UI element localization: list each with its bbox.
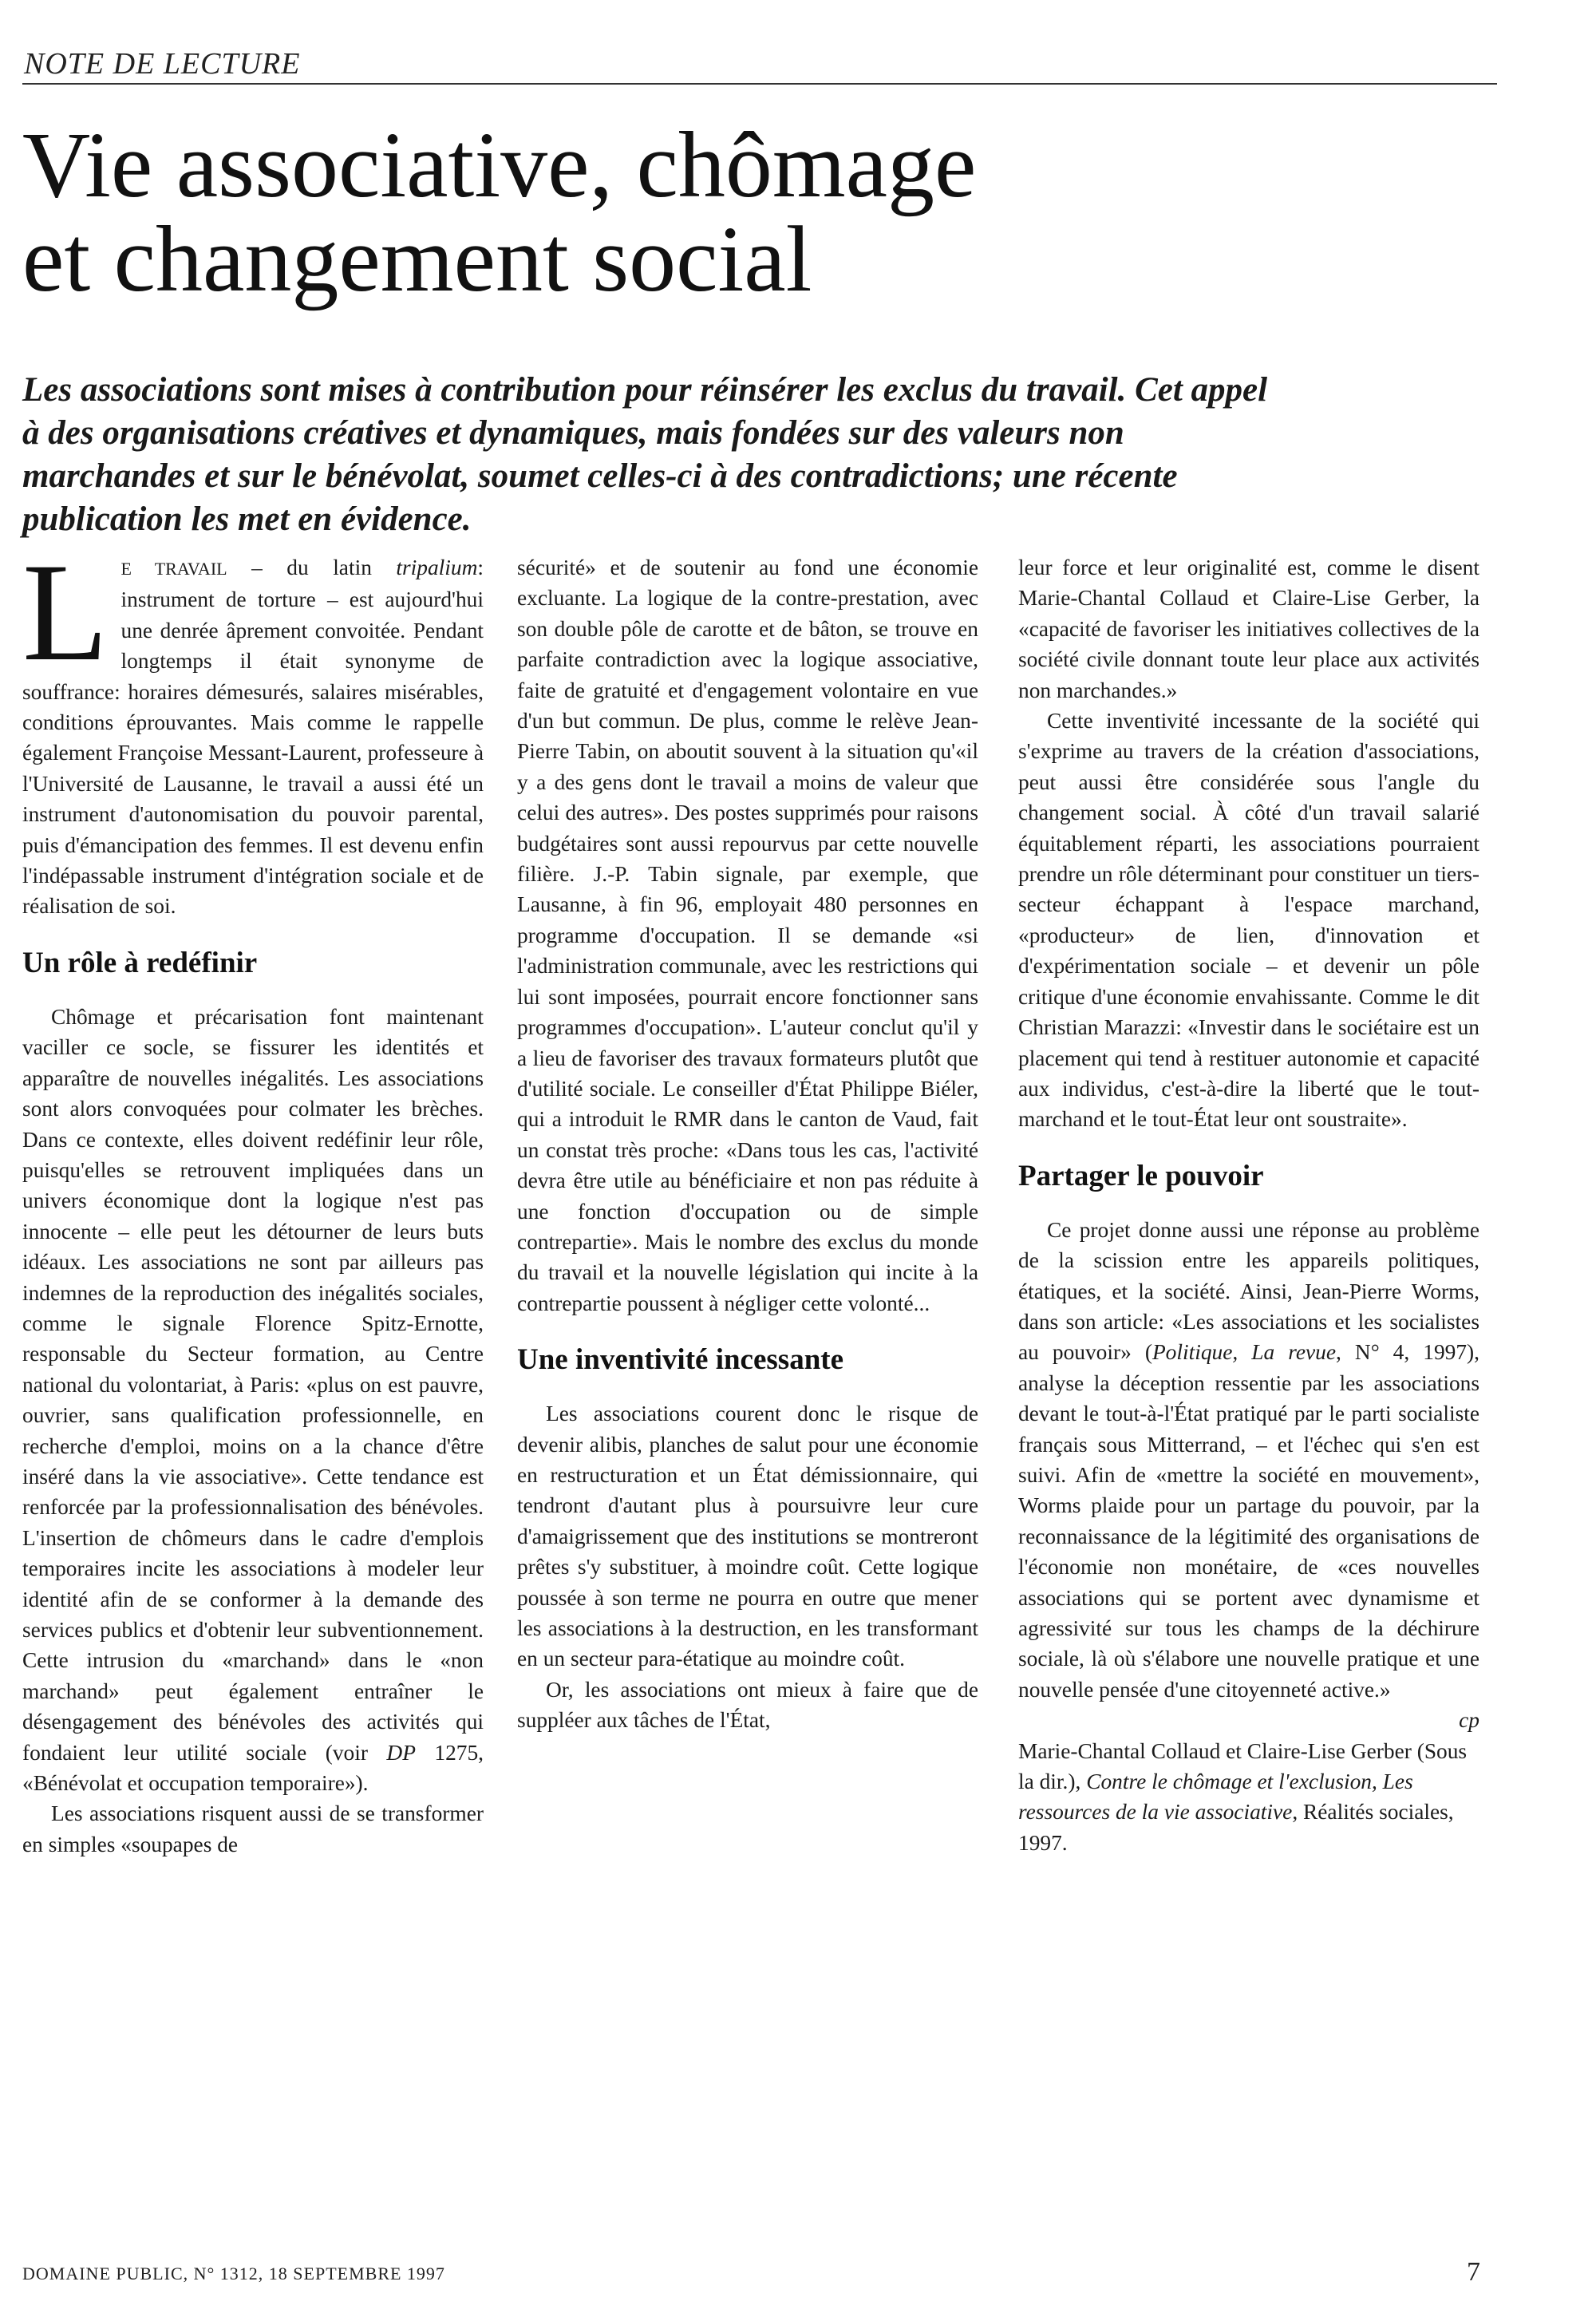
title-line-1: Vie associative, chômage — [22, 113, 977, 217]
p2-italic: DP — [386, 1740, 416, 1765]
subheading-inventivity: Une inventivité incessante — [517, 1343, 844, 1377]
page — [22, 0, 1497, 2321]
paragraph-3-cont — [517, 552, 978, 1319]
footer-publication: DOMAINE PUBLIC, N° 1312, 18 SEPTEMBRE 1997 — [22, 2264, 445, 2283]
article-lead: Les associations sont mises à contribution pour réinsérer les exclus du travail. Cet appel à des organisations créatives et dynamiques, mais fondées sur des valeurs non marchandes et sur le bénévolat, soumet celles-ci à des contradictions; une récente publication les met en évidence. — [22, 371, 1268, 538]
lead-text-b: : instrument de torture – est aujourd'hui une denrée âprement convoitée. Pendant longtemps il était synonyme de souffrance: horaires démesurés, salaires misérables, conditions éprouvantes. Mais comme le rappelle également Françoise Messant-Laurent, professeure à l'Université de Lausanne, le travail a aussi été un instrument d'autonomisation du pouvoir parental, puis d'émancipation des femmes. Il est devenu enfin l'indépassable instrument d'intégration sociale et de réalisation de soi. — [22, 556, 484, 919]
article-title — [22, 113, 1379, 311]
title-line-2: et changement social — [22, 207, 812, 311]
p7-italic: Politique, La revue — [1152, 1340, 1337, 1365]
paragraph-7 — [1018, 1215, 1479, 1706]
p7-text-a: Ce projet donne aussi une réponse au problème de la scission entre les appareils politiques, étatiques, et la société. Ainsi, Jean-Pierre Worms, dans son article: «Les associations et les socialistes au pouvoir» ( — [1018, 1217, 1479, 1365]
ref-text-a: Marie-Chantal Collaud et Claire-Lise Gerber (Sous la dir.), — [1018, 1738, 1468, 1794]
ref-text-b: , Réalités sociales, 1997. — [1018, 1800, 1454, 1855]
header-rule — [22, 83, 1497, 85]
column-2 — [517, 552, 978, 2212]
ref-italic: Contre le chômage et l'exclusion, Les ressources de la vie associative — [1018, 1769, 1413, 1825]
paragraph-5-cont: leur force et leur originalité est, comme le disent Marie-Chantal Collaud et Claire-Lise Gerber, la «capacité de favoriser les initiatives collectives de la société civile donnant toute leur place aux activités non marchandes.» — [1018, 556, 1479, 702]
p7-text-b: , N° 4, 1997), analyse la déception ressentie par les associations devant le tout-à-l'État pratiqué par le parti socialiste français sous Mitterrand, – et l'échec qui s'en est suivi. Afin de «mettre la société en mouvement», Worms plaide pour un partage du pouvoir, par la reconnaissance de la légitimité des organisations de l'économie non monétaire, de «ces nouvelles associations qui se portent avec dynamisme et agressivité sur tous les champs de la déchirure sociale, là où s'élabore une nouvelle pratique et une nouvelle pensée d'une citoyenneté active.» — [1018, 1340, 1480, 1702]
subheading-power: Partager le pouvoir — [1018, 1159, 1264, 1192]
section-kicker: NOTE DE LECTURE — [24, 47, 301, 81]
paragraph-5: Or, les associations ont mieux à faire que de suppléer aux tâches de l'État, — [517, 1677, 978, 1733]
p2-text-b: 1275, «Bénévolat et occupation temporaire»). — [22, 1740, 484, 1796]
subheading-role: Un rôle à redéfinir — [22, 946, 258, 979]
p3-text: Les associations risquent aussi de se transformer en simples «soupapes de — [22, 1801, 484, 1856]
page-number: 7 — [1467, 2257, 1480, 2287]
paragraph-6: Cette inventivité incessante de la société qui s'exprime au travers de la création d'associations, peut aussi être considérée sous l'angle du changement social. À côté d'un travail salarié équitablement réparti, les associations pourraient prendre un rôle déterminant pour constituer un tiers-secteur échappant à l'espace marchand, «producteur» de lien, d'innovation et d'expérimentation sociale – et devenir un pôle critique d'une économie envahissante. Comme le dit Christian Marazzi: «Investir dans le sociétaire est un placement qui tend à restituer autonomie et capacité aux individus, c'est-à-dire la liberté que le tout-marchand et le tout-État leur ont soustraite». — [1018, 709, 1479, 1132]
book-reference — [1018, 1736, 1479, 1859]
paragraph-2 — [22, 1002, 484, 1799]
lead-italic: tripalium — [396, 556, 478, 579]
paragraph-intro — [22, 535, 484, 922]
column-3 — [1018, 552, 1479, 2212]
paragraph-3-start — [22, 1798, 484, 1860]
p2-text-a: Chômage et précarisation font maintenant vaciller ce socle, se fissurer les identités et apparaître de nouvelles inégalités. Les associations sont alors convoquées pour colmater les brèches. Dans ce contexte, elles doivent redéfinir leur rôle, puisqu'elles se retrouvent impliquées dans un univers économique dont la logique n'est pas innocente – elle peut les détourner de leurs buts idéaux. Les associations ne sont par ailleurs pas indemnes de la reproduction des inégalités sociales, comme le signale Florence Spitz-Ernotte, responsable du Secteur formation, au Centre national du volontariat, à Paris: «plus on est pauvre, ouvrier, sans qualification professionnelle, en recherche d'emploi, moins on a la chance d'être inséré dans la vie associative». Cette tendance est renforcée par la professionnalisation des bénévoles. L'insertion de chômeurs dans le cadre d'emplois temporaires incite les associations à modeler leur identité afin de se conformer à la demande des services publics et d'obtenir leur subventionnement. Cette intrusion du «marchand» dans le «non marchand» peut également entraîner le désengagement des bénévoles des activités qui fondaient leur utilité sociale (voir — [22, 1004, 484, 1765]
drop-cap: L — [22, 535, 109, 690]
paragraph-4: Les associations courent donc le risque de devenir alibis, planches de salut pour une économie en restructuration et un État démissionnaire, qui tendront d'autant plus à poursuivre leur cure d'amaigrissement que des institutions se montreront prêtes s'y substituer, à moindre coût. Cette logique poussée à son terme ne pourra en outre que mener les associations à la destruction, en les transformant en un secteur para-étatique au moindre coût. — [517, 1402, 978, 1671]
p3-text-cont: sécurité» et de soutenir au fond une économie excluante. La logique de la contre-prestation, avec son double pôle de carotte et de bâton, se trouve en parfaite contradiction avec la logique associative, faite de gratuité et d'engagement volontaire en vue d'un but commun. De plus, comme le relève Jean-Pierre Tabin, on aboutit souvent à la situation qu'«il y a des gens dont le travail a moins de valeur que celui des autres». Des postes supprimés pour raisons budgétaires sont aussi repourvus par cette nouvelle filière. J.-P. Tabin signale, par exemple, que Lausanne, à fin 96, employait 480 personnes en programme d'occupation. Il se demande «si l'administration communale, avec les restrictions qui lui sont imposées, pourrait encore fonctionner sans programmes d'occupation». L'auteur conclut qu'il y a lieu de favoriser des travaux formateurs plutôt que d'utilité sociale. Le conseiller d'État Philippe Biéler, qui a introduit le RMR dans le canton de Vaud, fait un constat très proche: «Dans tous les cas, l'activité devra être utile au bénéficiaire et non pas réduite à une fonction d'occupation ou de simple contrepartie». Mais le nombre des exclus du monde du travail et la nouvelle législation qui incite à la contrepartie poussent à négliger cette volonté... — [517, 556, 978, 1315]
column-1 — [22, 535, 484, 2212]
author-signature: cp — [1459, 1708, 1479, 1733]
lead-text-a: – du latin — [227, 556, 397, 579]
lead-smallcaps: E TRAVAIL — [120, 559, 227, 579]
